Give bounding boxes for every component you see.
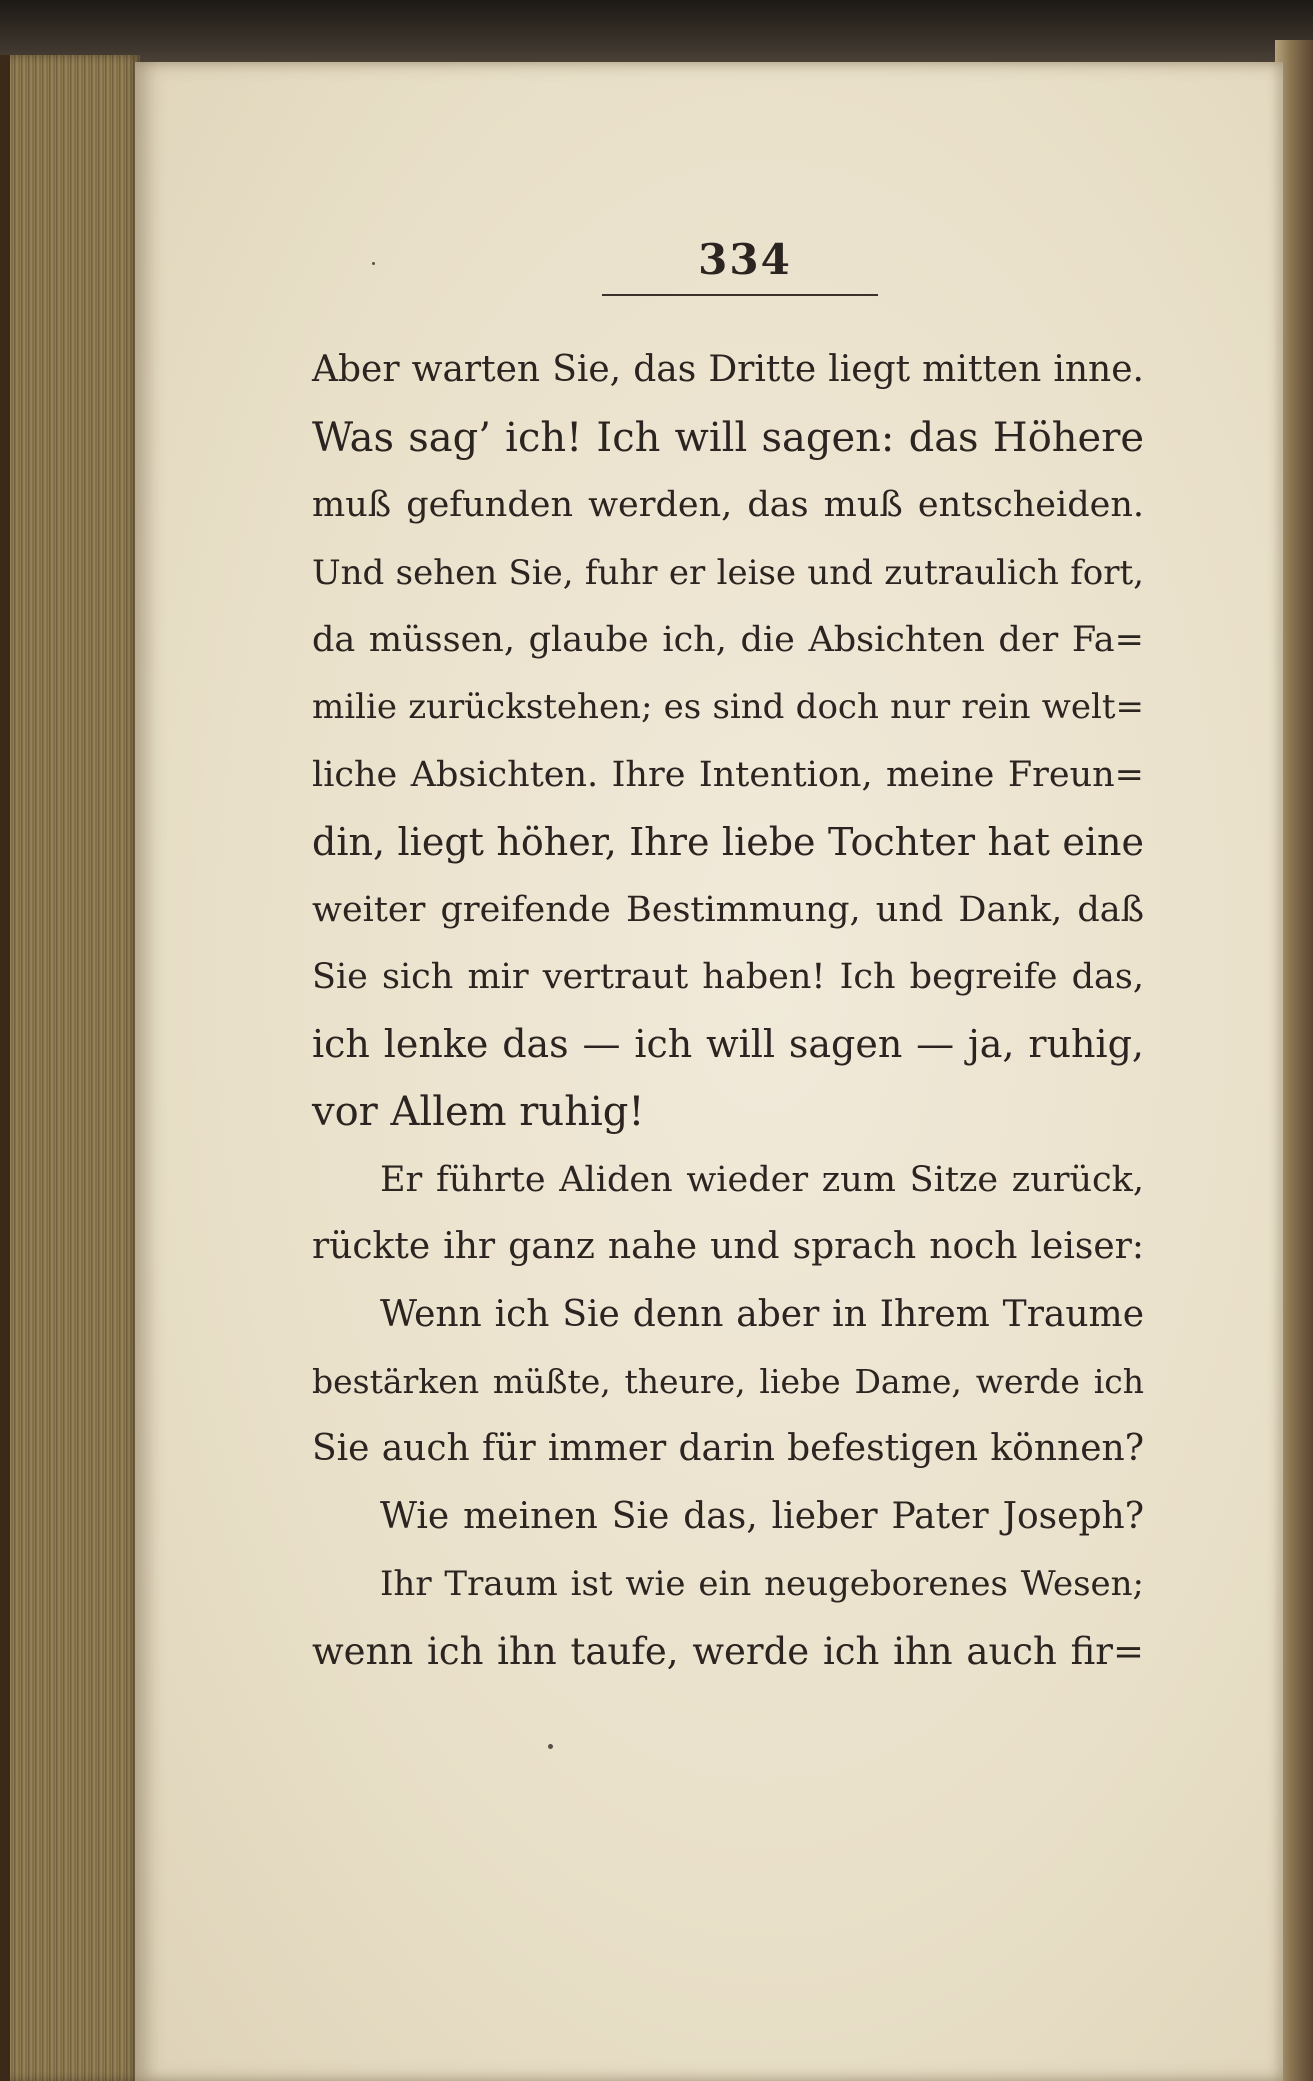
text-line: Ihr Traum ist wie ein neugeborenes Wesen; [380,1564,1144,1604]
book-top-edge [0,0,1313,62]
header-rule [602,294,878,296]
text-line: Sie sich mir vertraut haben! Ich begreife das, [312,957,1144,997]
text-line: Wie meinen Sie das, lieber Pater Joseph? [380,1496,1144,1537]
page-number: 334 [698,235,792,284]
text-line: weiter greifende Bestimmung, und Dank, daß [312,890,1144,930]
text-line: muß gefunden werden, das muß entscheiden. [312,485,1144,525]
ink-speck [372,262,375,265]
text-line: rückte ihr ganz nahe und sprach noch leiser: [312,1226,1144,1267]
text-line: da müssen, glaube ich, die Absichten der Fa= [312,620,1144,660]
text-line: Was sag’ ich! Ich will sagen: das Höhere [312,415,1144,461]
text-line: din, liegt höher, Ihre liebe Tochter hat eine [312,820,1144,864]
text-line: Wenn ich Sie denn aber in Ihrem Traume [380,1294,1144,1335]
ink-speck [548,1744,553,1749]
text-line: bestärken müßte, theure, liebe Dame, werde ich [312,1362,1144,1401]
book-page-edges [0,55,140,2081]
text-line: wenn ich ihn taufe, werde ich ihn auch fir= [312,1630,1144,1673]
text-line: Sie auch für immer darin befestigen können? [312,1428,1144,1469]
text-line: Aber warten Sie, das Dritte liegt mitten inne. [312,349,1144,390]
book-cover-left [0,55,10,2081]
text-line: Er führte Aliden wieder zum Sitze zurück, [380,1160,1144,1200]
text-line: Und sehen Sie, fuhr er leise und zutraulich fort, [312,553,1144,593]
text-line: liche Absichten. Ihre Intention, meine Freun= [312,755,1144,795]
text-line: vor Allem ruhig! [312,1089,645,1135]
text-line: milie zurückstehen; es sind doch nur rein welt= [312,687,1144,727]
text-line: ich lenke das — ich will sagen — ja, ruhig, [312,1022,1144,1066]
